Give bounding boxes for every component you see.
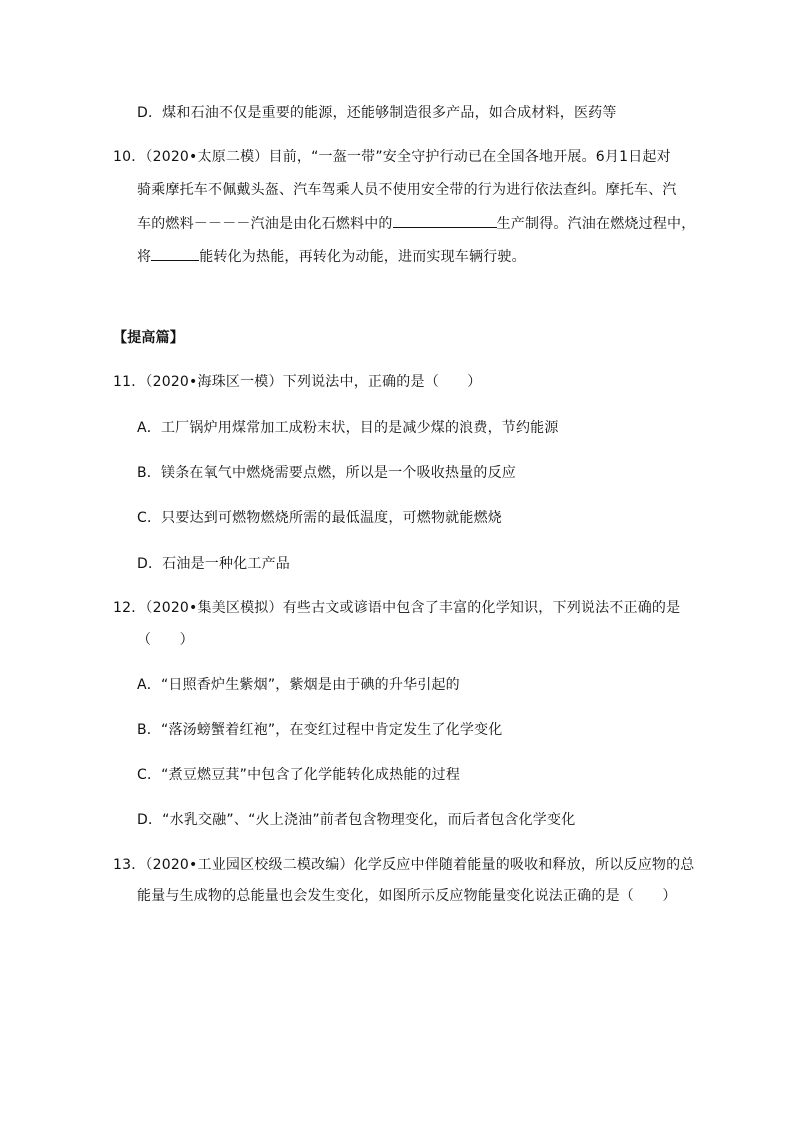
q10-stem-line4 — [137, 246, 526, 267]
q9-option-d: D．煤和石油不仅是重要的能源，还能够制造很多产品，如合成材料，医药等 — [137, 105, 617, 121]
q12-stem-line2: （ ） — [137, 632, 194, 648]
q10-line4-text-b: 能转化为热能，再转化为动能，进而实现车辆行驶。 — [199, 249, 526, 265]
q12-option-b: B．“落汤螃蟹着红袍”，在变红过程中肯定发生了化学变化 — [137, 722, 503, 738]
q10-stem-line3 — [137, 213, 695, 234]
q10-stem-line1: 10．（2020•太原二模）目前，“一盔一带”安全守护行动已在全国各地开展。6月1日起对 — [113, 149, 671, 165]
q11-option-c: C．只要达到可燃物燃烧所需的最低温度，可燃物就能燃烧 — [137, 510, 502, 526]
q12-option-c: C．“煮豆燃豆萁”中包含了化学能转化成热能的过程 — [137, 767, 461, 783]
q10-line3-text-b: 生产制得。汽油在燃烧过程中， — [496, 216, 696, 232]
q11-stem: 11．（2020•海珠区一模）下列说法中，正确的是（ ） — [113, 374, 482, 390]
section-title: 【提高篇】 — [113, 330, 184, 346]
q13-stem-line2: 能量与生成物的总能量也会发生变化，如图所示反应物能量变化说法正确的是（ ） — [137, 888, 677, 904]
q10-stem-line2: 骑乘摩托车不佩戴头盔、汽车驾乘人员不使用安全带的行为进行依法查纠。摩托车、汽 — [137, 182, 677, 198]
q13-stem-line1: 13．（2020•工业园区校级二模改编）化学反应中伴随着能量的吸收和释放，所以反应物的总 — [113, 857, 695, 873]
q10-blank-1[interactable] — [393, 213, 497, 228]
q10-line3-text-a: 车的燃料－－－－汽油是由化石燃料中的 — [137, 216, 393, 232]
q12-stem-line1: 12．（2020•集美区模拟）有些古文或谚语中包含了丰富的化学知识，下列说法不正确的是 — [113, 600, 681, 616]
q11-option-a: A．工厂锅炉用煤常加工成粉末状，目的是减少煤的浪费，节约能源 — [137, 420, 559, 436]
q10-line4-text-a: 将 — [137, 249, 152, 265]
q10-blank-2[interactable] — [151, 246, 199, 261]
q12-option-a: A．“日照香炉生紫烟”，紫烟是由于碘的升华引起的 — [137, 677, 460, 693]
q11-option-d: D．石油是一种化工产品 — [137, 556, 290, 572]
q11-option-b: B．镁条在氧气中燃烧需要点燃，所以是一个吸收热量的反应 — [137, 465, 517, 481]
q12-option-d: D．“水乳交融”、“火上浇油”前者包含物理变化，而后者包含化学变化 — [137, 812, 576, 828]
